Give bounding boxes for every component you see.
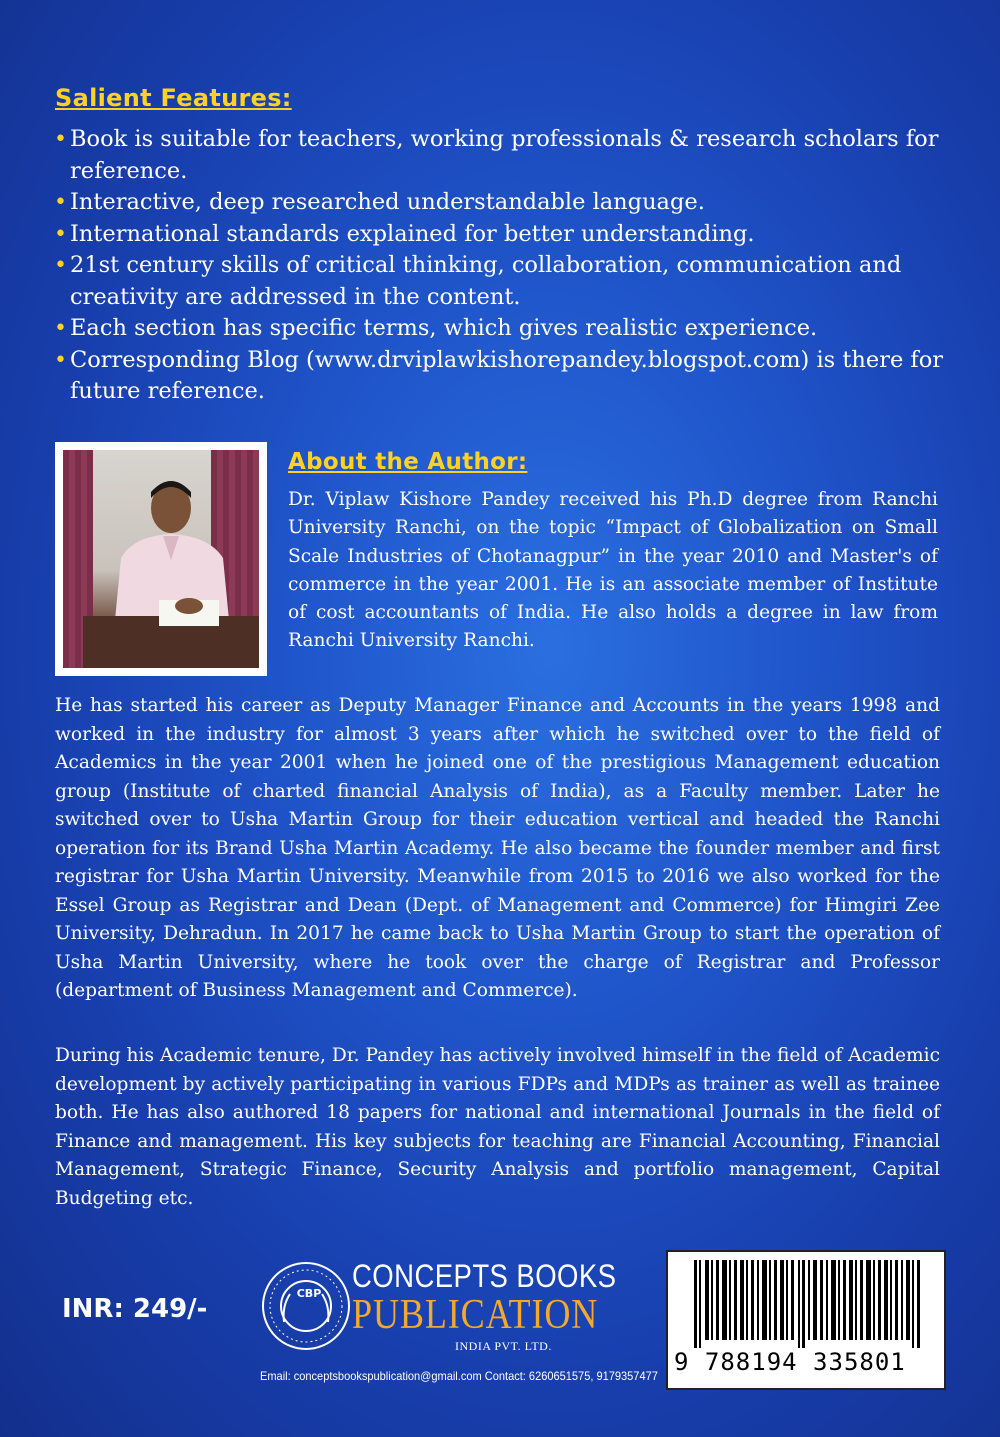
publisher-contact: Email: conceptsbookspublication@gmail.com Contact: 6260651575, 9179357477	[260, 1369, 658, 1383]
bullet-icon: •	[54, 190, 67, 215]
bullet-icon: •	[54, 316, 67, 341]
barcode-bars-icon	[680, 1260, 936, 1350]
publisher-name-line3: INDIA PVT. LTD.	[455, 1339, 552, 1353]
about-author-paragraph: Dr. Viplaw Kishore Pandey received his Ph.D degree from Ranchi University Ranchi, on the topic “Impact of Globalization on Small Scale Industries of Chotanagpur” in the year 2010 and Master's of commerce in the year 2001. He is an associate member of Institute of cost accountants of India. He also holds a degree in law from Ranchi University Ranchi.	[288, 489, 938, 652]
bullet-icon: •	[54, 127, 67, 152]
bullet-icon: •	[54, 221, 67, 247]
publisher-name-line2: PUBLICATION	[352, 1292, 599, 1338]
salient-features-heading: Salient Features:	[55, 84, 292, 112]
bullet-icon: •	[54, 347, 67, 373]
isbn-digits: 9 788194 335801	[674, 1348, 906, 1376]
feature-item: • Each section has specific terms, which gives realistic experience.	[52, 313, 952, 345]
seal-letters: CBP	[296, 1287, 322, 1300]
feature-item: • Corresponding Blog (www.drviplawkishorepandey.blogspot.com) is there for future reference.	[54, 346, 944, 404]
about-author-heading: About the Author:	[288, 449, 528, 475]
about-author-paragraph: During his Academic tenure, Dr. Pandey has actively involved himself in the field of Academic development by actively participating in various FDPs and MDPs as trainer as well as trainee both. He has also authored 18 papers for national and international Journals in the field of Finance and management. His key subjects for teaching are Financial Accounting, Financial Management, Strategic Finance, Security Analysis and portfolio management, Capital Budgeting etc.	[55, 1045, 940, 1209]
feature-item: • Interactive, deep researched understandable language.	[52, 187, 952, 219]
publisher-name-line1: CONCEPTS BOOKS	[352, 1258, 617, 1294]
salient-features-list	[52, 124, 952, 408]
author-photo	[55, 442, 267, 676]
author-photo-image	[63, 450, 259, 668]
about-author-paragraph: He has started his career as Deputy Manager Finance and Accounts in the years 1998 and worked in the industry for almost 3 years after which he switched over to the field of Academics in the year 2001 when he joined one of the prestigious Management education group (Institute of charted financial Analysis of India), as a Faculty member. Later he switched over to Usha Martin Group for their education vertical and headed the Ranchi operation for its Brand Usha Martin Academy. He also became the founder member and first registrar for Usha Martin University. Meanwhile from 2015 to 2016 we also worked for the Essel Group as Registrar and Dean (Dept. of Management and Commerce) for Himgiri Zee University, Dehradun. In 2017 he came back to Usha Martin Group to start the operation of Usha Martin University, where he took over the charge of Registrar and Professor (department of Business Management and Commerce).	[55, 695, 940, 1001]
publisher-seal-logo	[262, 1262, 350, 1350]
author-figure	[63, 450, 259, 668]
isbn-barcode	[666, 1250, 946, 1390]
price-label: INR: 249/-	[62, 1294, 208, 1324]
bullet-icon: •	[54, 253, 67, 278]
feature-item: • International standards explained for better understanding.	[52, 219, 952, 251]
feature-item: • 21st century skills of critical thinking, collaboration, communication and creativity are addressed in the content.	[54, 252, 902, 310]
feature-item: • Book is suitable for teachers, working professionals & research scholars for reference.	[54, 126, 939, 184]
